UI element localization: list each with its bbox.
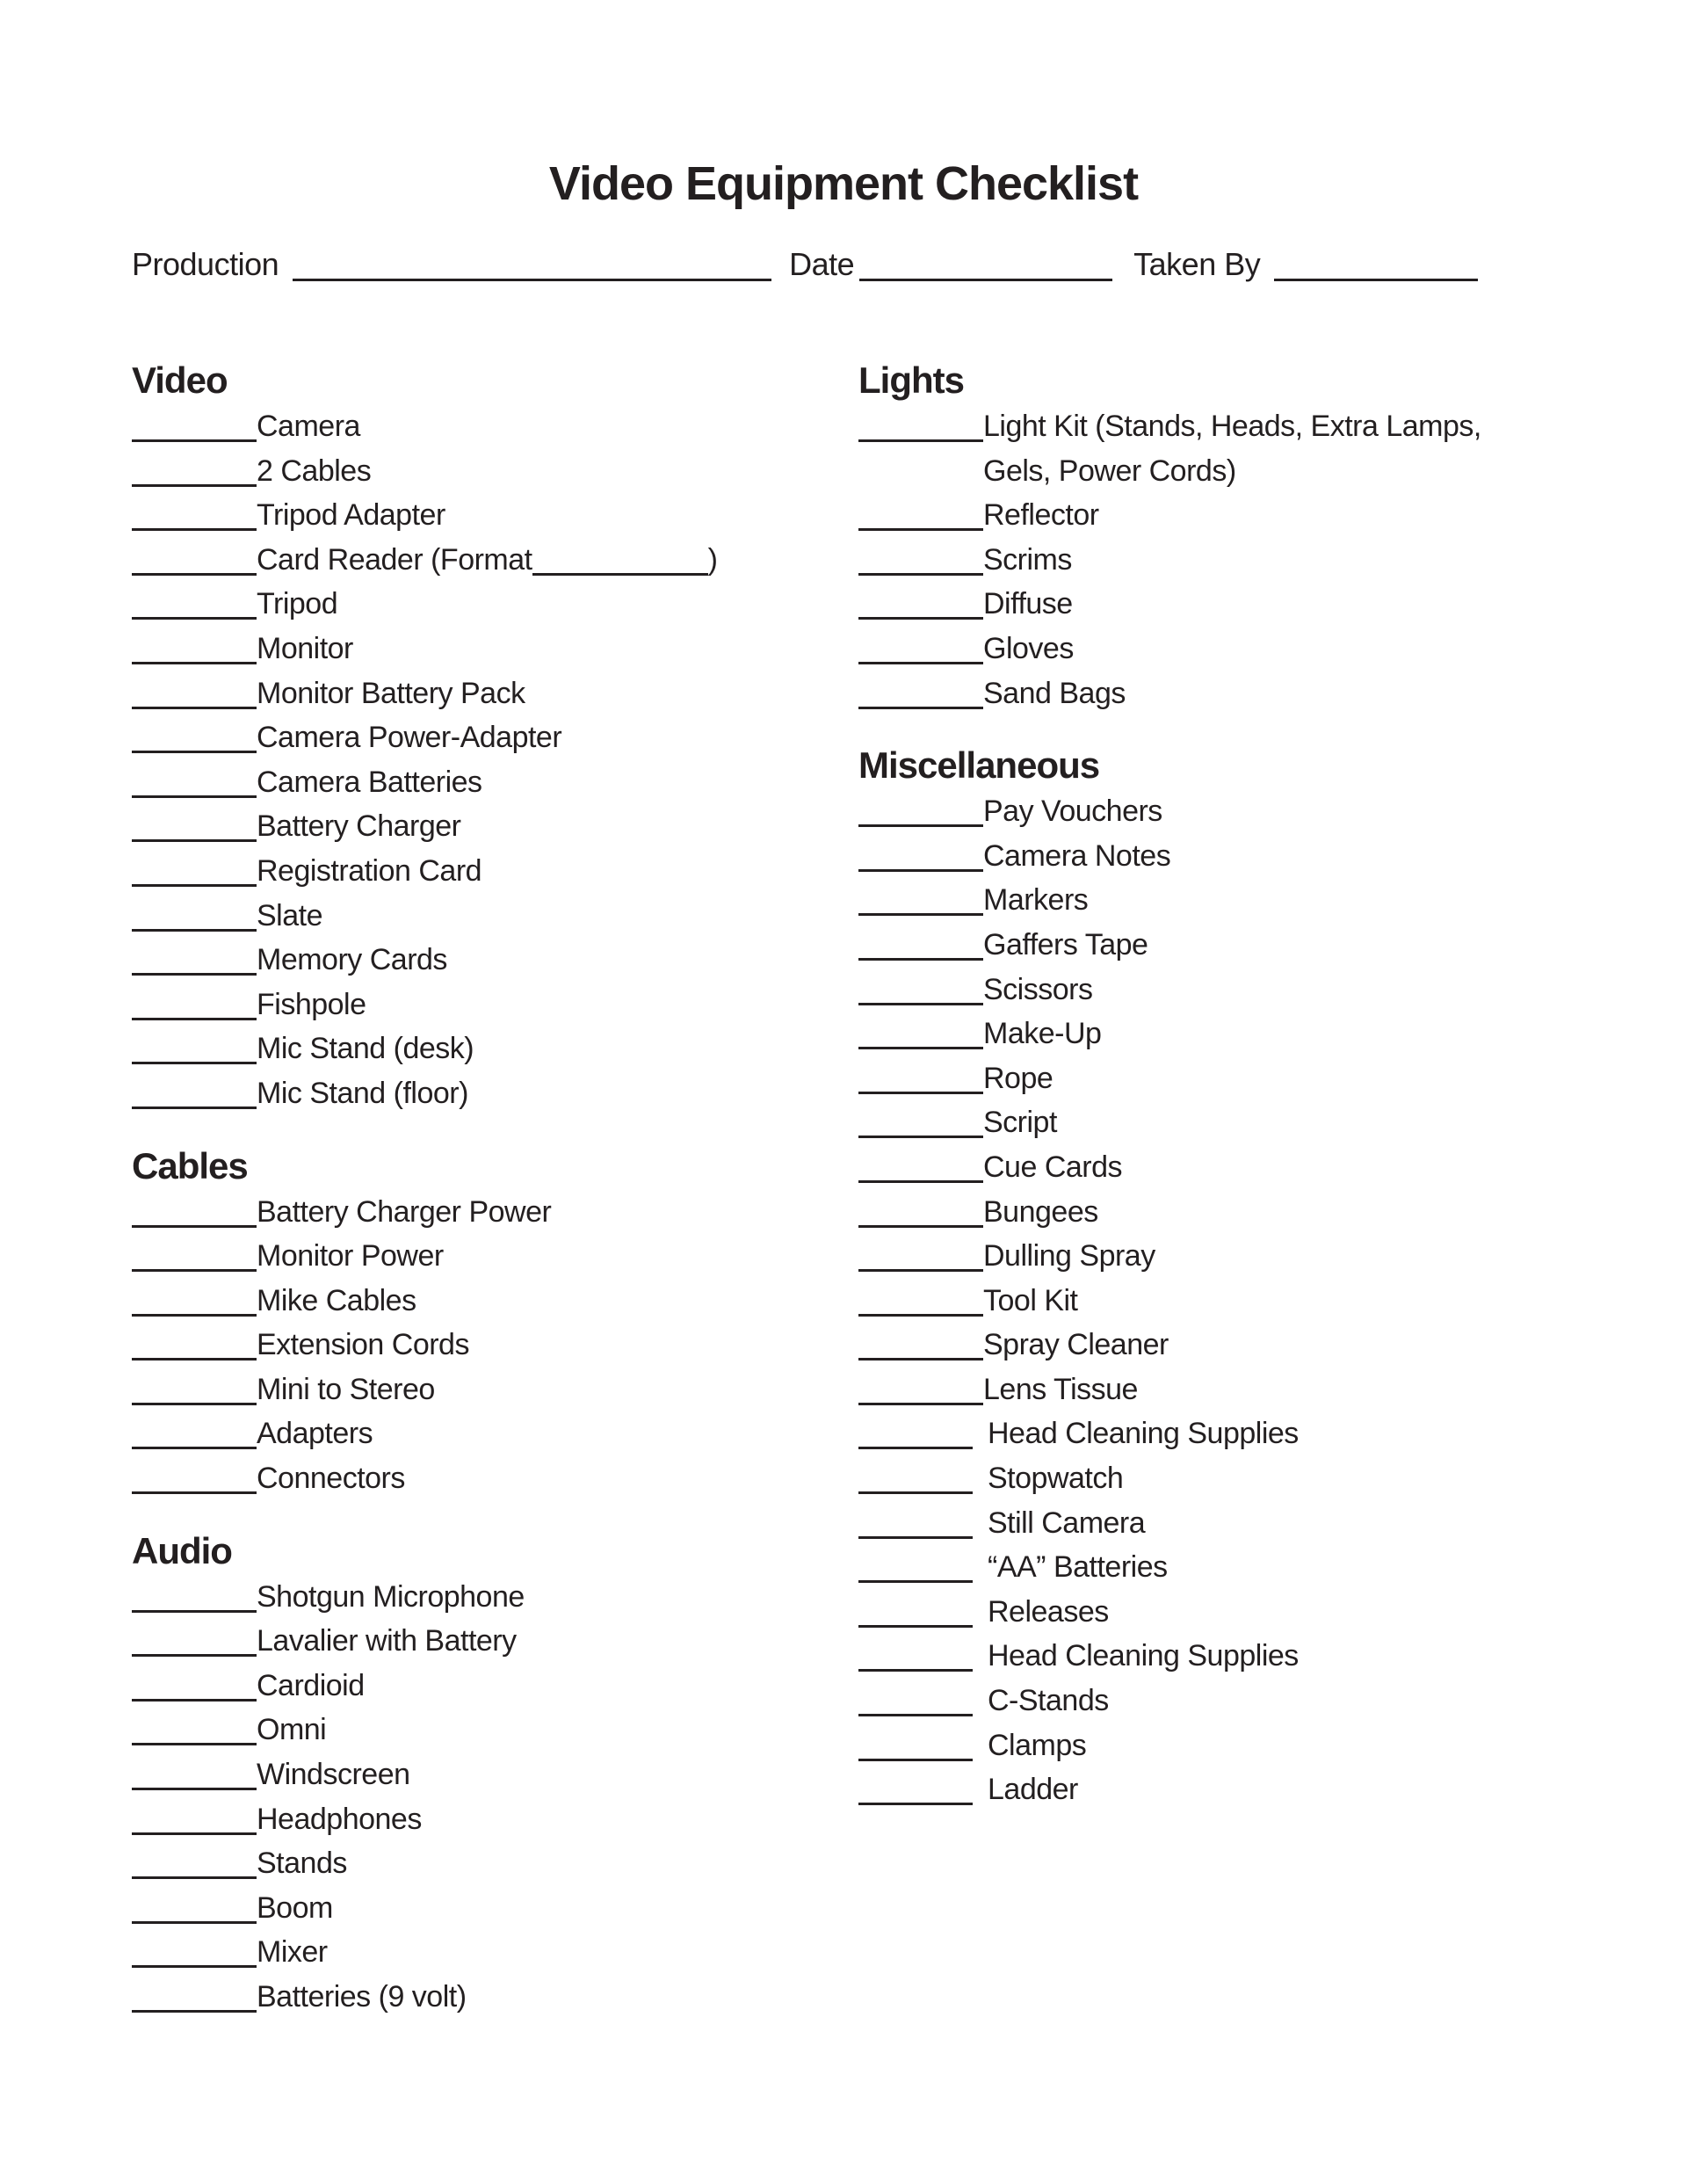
checklist-item (132, 1575, 858, 1620)
checklist-item (858, 1234, 1687, 1279)
item-label: Monitor Battery Pack (257, 676, 525, 710)
fill-in-line[interactable] (132, 1239, 257, 1272)
checklist-item (132, 627, 858, 671)
item-label: Connectors (257, 1462, 405, 1496)
item-label: Lens Tissue (983, 1372, 1138, 1406)
item-label: Camera Batteries (257, 765, 482, 799)
fill-in-line[interactable] (858, 1195, 983, 1228)
checklist-item (858, 1190, 1687, 1235)
checklist-item (132, 983, 858, 1027)
item-label: Pay Vouchers (983, 795, 1162, 829)
item-label: Adapters (257, 1417, 373, 1451)
fill-in-line[interactable] (858, 928, 983, 961)
fill-in-line[interactable] (132, 677, 257, 709)
item-label: Fishpole (257, 987, 366, 1021)
section-heading: Video (132, 359, 228, 401)
item-label: Scrims (983, 542, 1072, 577)
fill-in-line[interactable] (858, 1550, 973, 1583)
item-label: Monitor (257, 631, 353, 665)
checklist-item (858, 878, 1687, 923)
fill-in-line[interactable] (858, 1106, 983, 1138)
fill-in-line[interactable] (132, 1758, 257, 1790)
fill-in-line[interactable] (132, 721, 257, 753)
checklist-item (858, 1634, 1687, 1679)
date-fill-in-line[interactable] (859, 249, 1112, 281)
checklist-item (132, 1975, 858, 2020)
item-label: Still Camera (988, 1506, 1146, 1540)
checklist-columns (132, 357, 1687, 2020)
checklist-item (132, 1841, 858, 1886)
production-label: Production (132, 246, 279, 282)
checklist-item (132, 760, 858, 805)
fill-in-line[interactable] (858, 839, 983, 872)
item-label: Stopwatch (988, 1462, 1124, 1496)
fill-in-line[interactable] (132, 943, 257, 976)
item-label: Tripod Adapter (257, 498, 445, 533)
checklist-item (132, 715, 858, 760)
section-miscellaneous (858, 742, 1687, 1812)
fill-in-line[interactable] (132, 1417, 257, 1449)
checklist-item (858, 627, 1687, 671)
item-label: Mic Stand (floor) (257, 1076, 468, 1110)
item-label: Markers (983, 883, 1089, 918)
item-label: Camera Power-Adapter (257, 721, 562, 755)
item-label: Head Cleaning Supplies (988, 1639, 1299, 1673)
checklist-item (858, 1145, 1687, 1190)
checklist-item (132, 1279, 858, 1324)
checklist-item (132, 1234, 858, 1279)
fill-in-line[interactable] (132, 1669, 257, 1701)
checklist-item (858, 1767, 1687, 1812)
fill-in-line[interactable] (858, 1239, 983, 1272)
fill-in-line[interactable] (132, 1980, 257, 2013)
checklist-item (132, 1708, 858, 1752)
fill-in-line[interactable] (858, 410, 983, 442)
checklist-item (858, 789, 1687, 834)
item-label: Card Reader (Format (257, 542, 532, 577)
checklist-item (132, 404, 858, 449)
item-label: Slate (257, 898, 322, 932)
item-label: 2 Cables (257, 453, 372, 488)
checklist-item (132, 894, 858, 939)
production-fill-in-line[interactable] (293, 249, 771, 281)
item-label: Windscreen (257, 1758, 410, 1792)
item-label: Shotgun Microphone (257, 1579, 525, 1614)
item-label: Dulling Spray (983, 1239, 1155, 1273)
fill-in-line[interactable] (132, 1935, 257, 1968)
fill-in-line[interactable] (858, 795, 983, 827)
item-label: Batteries (9 volt) (257, 1980, 467, 2013)
fill-in-line[interactable] (132, 498, 257, 531)
item-label: Tripod (257, 587, 338, 621)
checklist-item (132, 1619, 858, 1664)
fill-in-line[interactable] (858, 1373, 983, 1405)
checklist-item (132, 1323, 858, 1368)
checklist-item (132, 938, 858, 983)
item-label: Mini to Stereo (257, 1372, 435, 1406)
checklist-item (132, 538, 858, 583)
checklist-item (132, 493, 858, 538)
item-label: Monitor Power (257, 1239, 444, 1273)
checklist-item (132, 582, 858, 627)
item-label: Releases (988, 1594, 1109, 1629)
checklist-item (858, 1012, 1687, 1056)
fill-in-line[interactable] (132, 1891, 257, 1924)
fill-in-line[interactable] (132, 988, 257, 1020)
fill-in-line[interactable] (132, 543, 257, 576)
item-label: Battery Charger Power (257, 1194, 552, 1229)
item-label: Headphones (257, 1802, 422, 1836)
checklist-item (132, 449, 858, 494)
fill-in-line[interactable] (858, 1417, 973, 1449)
checklist-item (858, 404, 1687, 449)
right-column (858, 357, 1687, 2020)
checklist-item (132, 1411, 858, 1456)
fill-in-line[interactable] (858, 1017, 983, 1049)
item-label: Light Kit (Stands, Heads, Extra Lamps, (983, 410, 1481, 443)
checklist-item (132, 1886, 858, 1931)
fill-in-line[interactable] (132, 454, 257, 487)
fill-in-line[interactable] (132, 1328, 257, 1360)
item-label: Clamps (988, 1728, 1087, 1762)
fill-in-line[interactable] (132, 1032, 257, 1064)
checklist-item (858, 1411, 1687, 1456)
item-label: Mike Cables (257, 1283, 416, 1317)
fill-in-line[interactable] (858, 1684, 973, 1716)
fill-in-line[interactable] (132, 587, 257, 620)
fill-in-line[interactable] (132, 1373, 257, 1405)
fill-in-line[interactable] (132, 809, 257, 842)
section-heading: Cables (132, 1144, 248, 1186)
page-title: Video Equipment Checklist (548, 157, 1139, 210)
fill-in-line[interactable] (858, 543, 983, 576)
item-label: Boom (257, 1890, 333, 1925)
taken-by-label: Taken By (1133, 246, 1261, 282)
checklist-item (858, 1368, 1687, 1412)
checklist-item (858, 538, 1687, 583)
section-heading: Lights (858, 359, 964, 401)
item-label: Sand Bags (983, 676, 1126, 710)
checklist-item (132, 1664, 858, 1709)
fill-in-line[interactable] (858, 1328, 983, 1360)
fill-in-line[interactable] (132, 1195, 257, 1228)
fill-in-line[interactable] (858, 1773, 973, 1805)
fill-in-line[interactable] (132, 765, 257, 798)
section-cables (132, 1143, 858, 1501)
section-audio (132, 1527, 858, 2020)
checklist-item (132, 849, 858, 894)
fill-in-line[interactable] (858, 498, 983, 531)
checklist-item (858, 1590, 1687, 1635)
item-label: Reflector (983, 498, 1099, 533)
fill-in-line[interactable] (858, 1284, 983, 1317)
checklist-item (132, 1027, 858, 1071)
fill-in-line[interactable] (858, 883, 983, 916)
fill-in-line[interactable] (858, 1062, 983, 1094)
fill-in-line[interactable] (858, 677, 983, 709)
item-label-suffix: ) (707, 542, 718, 577)
checklist-item (858, 923, 1687, 968)
fill-in-line[interactable] (132, 1847, 257, 1879)
item-label: “AA” Batteries (988, 1550, 1168, 1585)
item-label: Registration Card (257, 853, 482, 888)
checklist-item (858, 1679, 1687, 1723)
checklist-item (858, 671, 1687, 716)
fill-in-line[interactable] (858, 973, 983, 1005)
checklist-item (132, 1456, 858, 1501)
item-label: Tool Kit (983, 1283, 1078, 1317)
date-label: Date (789, 246, 855, 282)
item-label: Scissors (983, 972, 1093, 1006)
item-label-continuation: Gels, Power Cords) (983, 453, 1236, 488)
item-label: Gaffers Tape (983, 927, 1148, 961)
item-label: Make-Up (983, 1017, 1102, 1051)
item-label: Omni (257, 1713, 327, 1747)
checklist-item (858, 1279, 1687, 1324)
checklist-item (858, 1545, 1687, 1590)
checklist-item (858, 1056, 1687, 1101)
section-heading: Miscellaneous (858, 744, 1100, 787)
fill-in-line[interactable] (132, 410, 257, 442)
section-heading: Audio (132, 1529, 232, 1571)
item-label: Ladder (988, 1773, 1078, 1807)
fill-in-line[interactable] (858, 1639, 973, 1672)
item-label: Cardioid (257, 1668, 365, 1702)
fill-in-line[interactable] (132, 632, 257, 664)
checklist-item (858, 493, 1687, 538)
fill-in-line[interactable] (858, 1150, 983, 1183)
item-label: Script (983, 1106, 1057, 1140)
checklist-item (858, 968, 1687, 1012)
checklist-item (132, 804, 858, 849)
left-column (132, 357, 858, 2020)
checklist-item (132, 1368, 858, 1412)
fill-in-line[interactable] (858, 1595, 973, 1628)
item-label: Camera Notes (983, 838, 1171, 873)
fill-in-line[interactable] (132, 1624, 257, 1657)
item-label: Stands (257, 1847, 347, 1881)
item-label: Lavalier with Battery (257, 1624, 517, 1658)
checklist-item (132, 1752, 858, 1797)
item-label: Cue Cards (983, 1150, 1123, 1184)
fill-in-line[interactable] (132, 1803, 257, 1835)
fill-in-line[interactable] (132, 1580, 257, 1613)
item-label: Battery Charger (257, 809, 461, 844)
item-label: Diffuse (983, 587, 1073, 621)
item-label: Extension Cords (257, 1328, 469, 1362)
item-label: Head Cleaning Supplies (988, 1417, 1299, 1451)
item-label: Mic Stand (desk) (257, 1032, 474, 1066)
fill-in-line[interactable] (858, 1462, 973, 1494)
item-label: Rope (983, 1061, 1053, 1095)
fill-in-line[interactable] (132, 1077, 257, 1109)
checklist-item (858, 834, 1687, 879)
checklist-item (858, 1501, 1687, 1546)
item-label: Bungees (983, 1194, 1098, 1229)
item-label: Gloves (983, 631, 1074, 665)
checklist-item (132, 1190, 858, 1235)
checklist-item (858, 582, 1687, 627)
item-label: Mixer (257, 1935, 328, 1970)
checklist-item (858, 1100, 1687, 1145)
item-label: C-Stands (988, 1684, 1109, 1718)
taken-by-fill-in-line[interactable] (1274, 249, 1478, 281)
fill-in-line[interactable] (132, 1713, 257, 1745)
fill-in-line[interactable] (858, 1729, 973, 1761)
checklist-item (132, 1797, 858, 1842)
fill-in-line[interactable] (132, 854, 257, 887)
checklist-item (132, 1071, 858, 1116)
fill-in-line[interactable] (858, 1506, 973, 1539)
fill-in-line[interactable] (858, 587, 983, 620)
checklist-item (858, 1723, 1687, 1768)
section-video (132, 357, 858, 1116)
inline-fill-in-line[interactable] (532, 543, 708, 576)
fill-in-line[interactable] (132, 1462, 257, 1494)
item-label: Camera (257, 410, 360, 443)
header-form-row (132, 244, 1687, 285)
checklist-item (858, 1456, 1687, 1501)
fill-in-line[interactable] (132, 1284, 257, 1317)
item-label: Spray Cleaner (983, 1328, 1169, 1362)
item-label: Memory Cards (257, 943, 447, 977)
section-lights (858, 357, 1687, 715)
checklist-item (858, 1323, 1687, 1368)
fill-in-line[interactable] (132, 899, 257, 932)
fill-in-line[interactable] (858, 632, 983, 664)
checklist-item (132, 1930, 858, 1975)
checklist-item (132, 671, 858, 716)
